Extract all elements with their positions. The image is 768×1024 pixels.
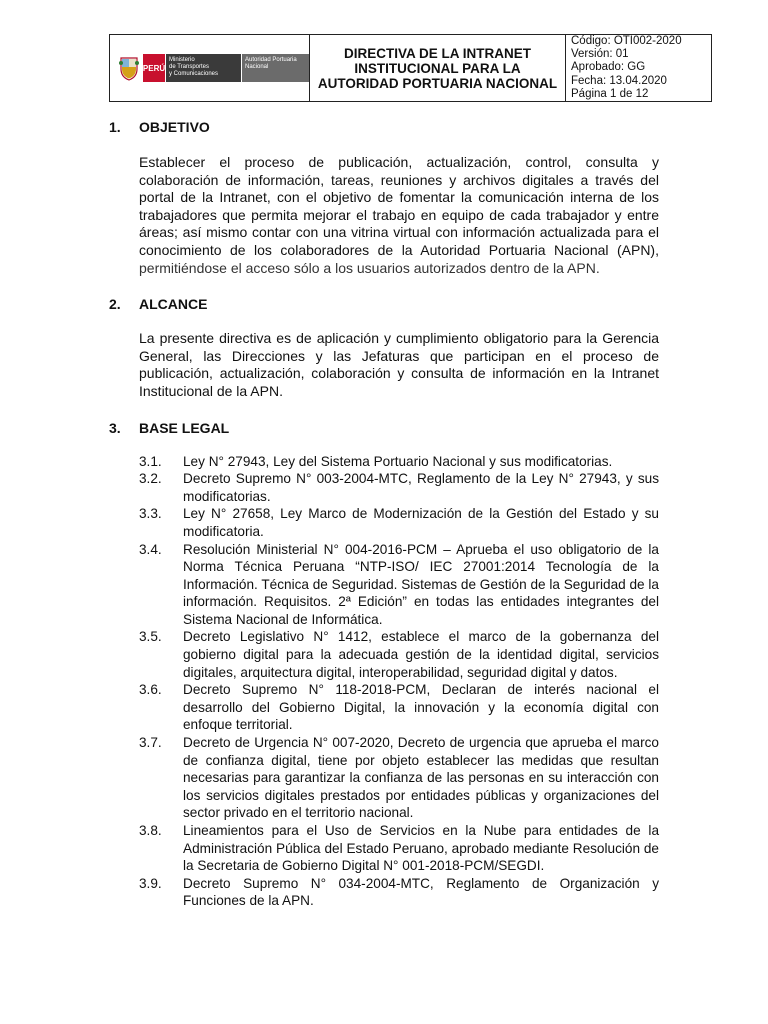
section-heading: 1. OBJETIVO <box>109 119 210 135</box>
list-item: 3.2. Decreto Supremo N° 003-2004-MTC, Reglamento de la Ley N° 27943, y sus modificatorias. <box>139 471 659 504</box>
logo-cell <box>110 35 310 101</box>
list-item: 3.3. Ley N° 27658, Ley Marco de Modernización de la Gestión del Estado y su modificatoria. <box>139 506 659 539</box>
ministry-label: Ministerio de Transportes y Comunicaciones <box>165 54 241 82</box>
doc-code: Código: OTI002-2020 <box>571 35 682 47</box>
document-header <box>109 34 712 102</box>
doc-date: Fecha: 13.04.2020 <box>571 74 667 87</box>
section-heading: 2. ALCANCE <box>109 296 208 313</box>
document-body <box>109 118 659 910</box>
doc-approved: Aprobado: GG <box>571 61 646 74</box>
agency-label: Autoridad Portuaria Nacional <box>241 54 309 82</box>
doc-version: Versión: 01 <box>571 48 629 61</box>
list-item: 3.1. Ley N° 27943, Ley del Sistema Portuario Nacional y sus modificatorias. <box>139 453 613 469</box>
list-item: 3.8. Lineamientos para el Uso de Servicios en la Nube para entidades de la Administración Pública del Estado Peruano, aprobado mediante Resolución de la Secretaria de Gobierno Digital N° 001-2018-PCM/SEGDI. <box>139 823 659 874</box>
section-paragraph: Establecer el proceso de publicación, actualización, control, consulta y colaboración de información, tareas, reuniones y archivos digitales a través del portal de la Intranet, con el objetivo de fomentar la comunicación interna de los trabajadores que permita mejorar el trabajo en equipo de cada trabajador y entre áreas; así mismo contar con una vitrina virtual con información actualizada para el conocimiento de los colaboradores de la Autoridad Portuaria Nacional (APN), permitiéndose el acceso sólo a los usuarios autorizados dentro de la APN. <box>139 154 659 276</box>
section-heading: 3. BASE LEGAL <box>109 419 230 436</box>
title-line: INSTITUCIONAL PARA LA <box>354 60 521 76</box>
list-item: 3.4. Resolución Ministerial N° 004-2016-PCM – Aprueba el uso obligatorio de la Norma Técnica Peruana “NTP-ISO/ IEC 27001:2014 Tecnología de la Información. Técnica de Seguridad. Sistemas de Gestión de la Seguridad de la información. Requisitos. 2ª Edición” en todas las entidades integrantes del Sistema Nacional de Informática. <box>139 541 659 627</box>
doc-page: Página 1 de 12 <box>571 87 649 100</box>
title-line: DIRECTIVA DE LA INTRANET <box>344 45 531 61</box>
section-paragraph: La presente directiva es de aplicación y cumplimiento obligatorio para la Gerencia General, las Direcciones y las Jefaturas que participan en el proceso de publicación, actualización, colaboración y consulta de información en la Intranet Institucional de la APN. <box>139 330 659 399</box>
legal-basis-list <box>139 453 659 910</box>
list-item: 3.9. Decreto Supremo N° 034-2004-MTC, Reglamento de Organización y Funciones de la APN. <box>139 875 659 909</box>
document-title <box>310 35 566 101</box>
peru-label: PERÚ <box>143 54 165 82</box>
institution-logo <box>118 54 309 82</box>
list-item: 3.6. Decreto Supremo N° 118-2018-PCM, Declaran de interés nacional el desarrollo del Gobierno Digital, la innovación y la economía digital con enfoque territorial. <box>139 682 659 733</box>
list-item: 3.5. Decreto Legislativo N° 1412, establece el marco de la gobernanza del gobierno digital para la adecuada gestión de la identidad digital, servicios digitales, arquitectura digital, interoperabilidad, seguridad digital y datos. <box>139 629 659 680</box>
coat-of-arms-icon <box>118 55 140 81</box>
document-metadata <box>566 35 711 101</box>
title-line: AUTORIDAD PORTUARIA NACIONAL <box>317 75 558 91</box>
list-item: 3.7. Decreto de Urgencia N° 007-2020, Decreto de urgencia que aprueba el marco de confianza digital, tiene por objeto establecer las medidas que resultan necesarias para garantizar la confianza de las personas en su interacción con los servicios digitales prestados por entidades públicas y organizaciones del sector privado en el territorio nacional. <box>139 735 659 821</box>
